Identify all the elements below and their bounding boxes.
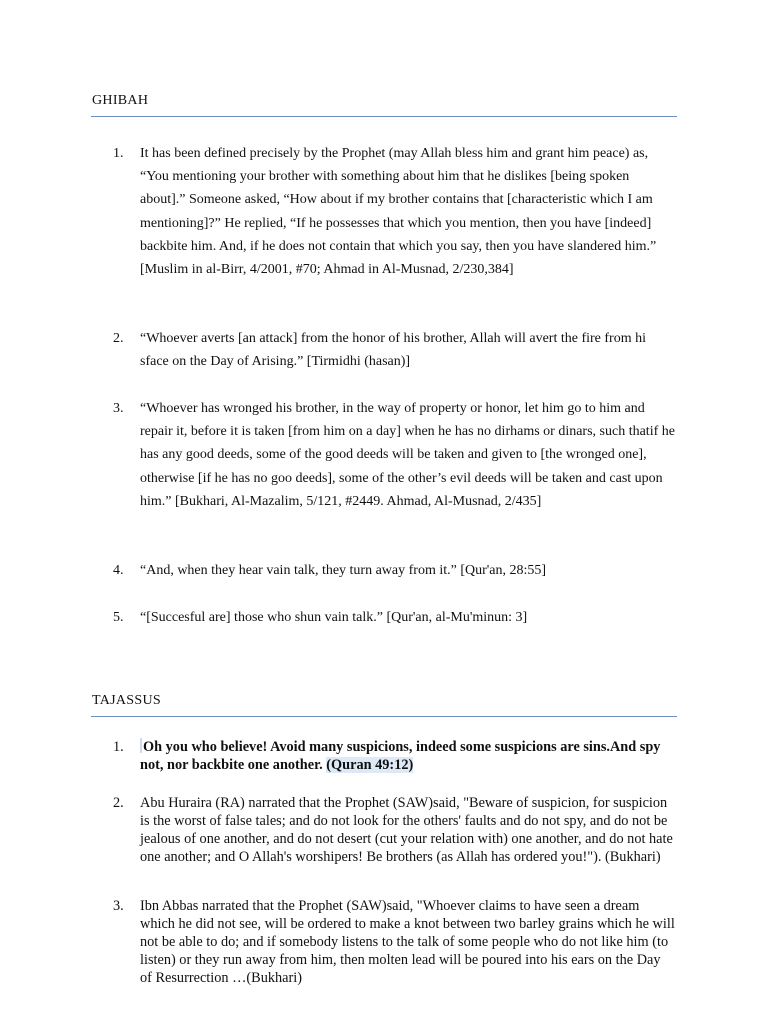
list-number: 5. [113,610,124,625]
list-number: 3. [113,401,124,416]
tajassus-divider [91,716,677,717]
list-item-text: Abu Huraira (RA) narrated that the Prophet (SAW)said, "Beware of suspicion, for suspicion is the worst of false tales; and do not look for the others' faults and do not spy, and do not be jealous of one another, and do not desert (cut your relation with) one another, and do not hate one another; and O Allah's worshipers! Be brothers (as Allah has ordered you!"). (Bukhari) [140,795,673,865]
list-number: 1. [113,739,124,755]
ghibah-heading: GHIBAH [92,93,149,108]
list-number: 2. [113,331,124,346]
quran-reference: (Quran 49:12) [326,757,414,773]
quote-text: Oh you who believe! Avoid many suspicions, indeed some suspicions are sins.And spy not, nor backbite one another. [140,739,661,773]
list-item-text [140,738,675,774]
list-item-text: “And, when they hear vain talk, they turn away from it.” [Qur'an, 28:55] [140,563,547,578]
tajassus-heading: TAJASSUS [92,693,161,708]
list-item-text: “[Succesful are] those who shun vain talk.” [Qur'an, al-Mu'minun: 3] [140,610,528,625]
text-cursor-mark [140,738,142,753]
ghibah-divider [91,116,677,117]
list-item-text: “Whoever has wronged his brother, in the way of property or honor, let him go to him and repair it, before it is taken [from him on a day] when he has no dirhams or dinars, such thatif he has any good deeds, some of the good deeds will be taken and given to [the wronged one], otherwise [if he has no goo deeds], some of the other’s evil deeds will be taken and cast upon him.” [Bukhari, Al-Mazalim, 5/121, #2449. Ahmad, Al-Musnad, 2/435] [140,401,675,509]
list-number: 1. [113,146,124,161]
list-number: 4. [113,563,124,578]
list-item-text: Ibn Abbas narrated that the Prophet (SAW)said, "Whoever claims to have seen a dream which he did not see, will be ordered to make a knot between two barley grains which he will not be able to do; and if somebody listens to the talk of some people who do not like him (to listen) or they run away from him, then molten lead will be poured into his ears on the Day of Resurrection …(Bukhari) [140,898,675,986]
list-item-text: It has been defined precisely by the Prophet (may Allah bless him and grant him peace) as, “You mentioning your brother with something about him that he dislikes [being spoken about].” Someone asked, “How about if my brother contains that [characteristic which I am mentioning]?” He replied, “If he possesses that which you mention, then you have [indeed] backbite him. And, if he does not contain that which you say, then you have slandered him.” [Muslim in al-Birr, 4/2001, #70; Ahmad in Al-Musnad, 2/230,384] [140,146,657,278]
list-number: 3. [113,898,124,914]
list-number: 2. [113,795,124,811]
list-item-text: “Whoever averts [an attack] from the honor of his brother, Allah will avert the fire from hi sface on the Day of Arising.” [Tirmidhi (hasan)] [140,331,646,370]
